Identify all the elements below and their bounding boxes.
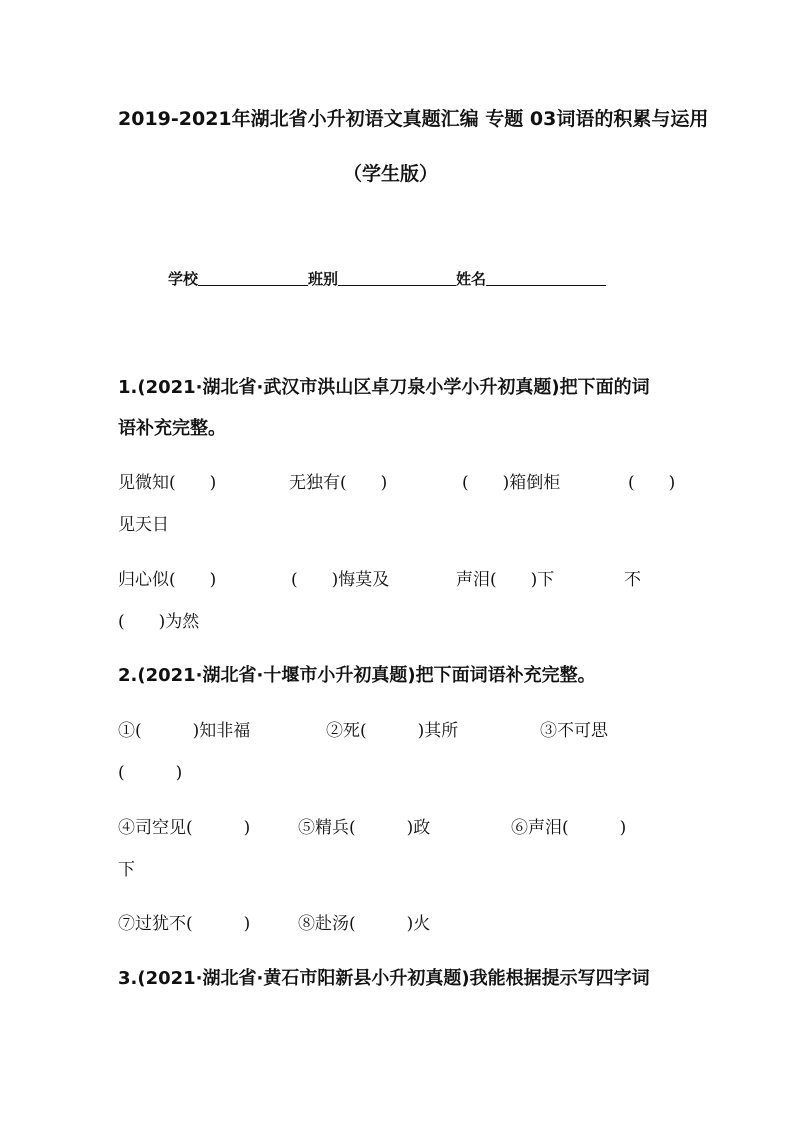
q2-item-1: ①( )知非福 [118,721,251,741]
q1-item-6: ( )悔莫及 [291,570,390,590]
q2-item-3-wrap: ( ) [118,763,183,783]
q1-item-8: 不 [624,570,641,590]
school-label: 学校 [168,270,199,288]
q2-item-5: ⑤精兵( )政 [298,818,431,838]
question-1-heading: 1.(2021·湖北省·武汉市洪山区卓刀泉小学小升初真题)把下面的词 [118,377,650,398]
q2-item-2: ②死( )其所 [326,721,459,741]
question-2-heading: 2.(2021·湖北省·十堰市小升初真题)把下面词语补充完整。 [118,665,596,686]
q2-item-6-wrap: 下 [118,860,135,880]
question-1-heading-cont: 语补充完整。 [118,418,226,439]
document-title: 2019-2021年湖北省小升初语文真题汇编 专题 03词语的积累与运用 [118,108,709,130]
class-label: 班别 [308,270,339,288]
name-label: 姓名 [456,270,487,288]
question-3-heading: 3.(2021·湖北省·黄石市阳新县小升初真题)我能根据提示写四字词 [118,968,650,989]
q1-item-8-wrap: ( )为然 [118,612,200,632]
q2-item-4: ④司空见( ) [118,818,251,838]
student-info-line [168,268,606,289]
q1-item-3: ( )箱倒柜 [462,473,561,493]
q2-item-3: ③不可思 [540,721,608,741]
q2-item-6: ⑥声泪( ) [511,818,627,838]
q1-item-2: 无独有( ) [289,473,388,493]
q2-item-7: ⑦过犹不( ) [118,914,251,934]
school-blank[interactable] [198,271,308,286]
q1-item-5: 归心似( ) [118,570,217,590]
q2-item-8: ⑧赴汤( )火 [298,914,431,934]
q1-item-4: ( ) [628,473,676,493]
class-blank[interactable] [338,271,456,286]
name-blank[interactable] [486,271,606,286]
document-subtitle: （学生版） [343,163,439,185]
q1-item-7: 声泪( )下 [456,570,555,590]
q1-item-1: 见微知( ) [118,473,217,493]
q1-item-4-wrap: 见天日 [118,515,169,535]
